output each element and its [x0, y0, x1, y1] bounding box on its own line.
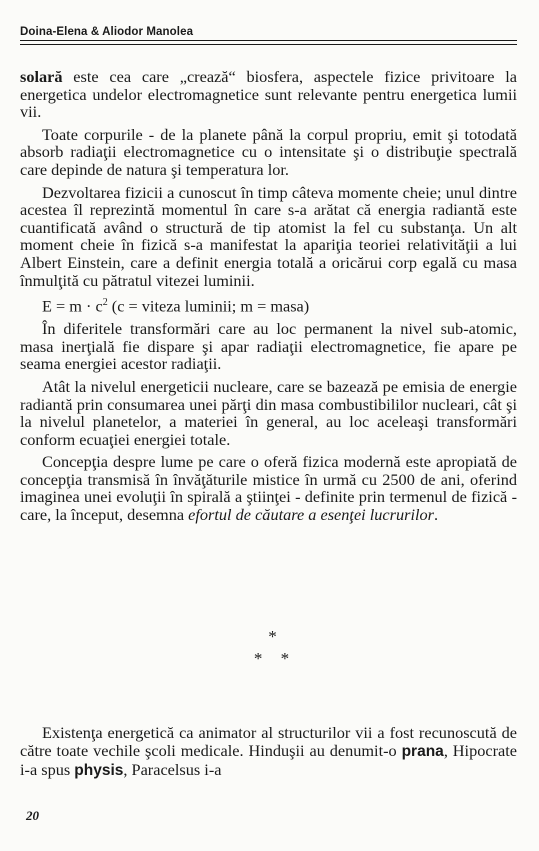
page-number: 20 — [26, 808, 39, 823]
equation-exponent: 2 — [102, 297, 108, 309]
paragraph-7-end: , Paracelsus i-a — [123, 760, 222, 779]
paragraph-6-end: . — [434, 505, 439, 525]
separator-star-top: * — [268, 627, 277, 646]
header-rule-thin — [20, 44, 517, 45]
paragraph-5: Atât la nivelul energeticii nucleare, care se bazează pe emisia de energie radiantă prin consumarea unei părţi din masa combustibililor nucleari, cât şi la nivelul planetelor, a materiei în general, au loc aceleaşi transformări conform ecuaţiei energiei totale. — [20, 376, 517, 449]
paragraph-6-text: Concepţia despre lume pe care o oferă fizica modernă este apropiată de concepţia transmisă în învăţăturile mistice în urmă cu 2500 de ani, oferind imaginea unei evoluţii în spirală a ştiinţei - definite prin termenul de fizică - care, la început, desemna — [20, 452, 517, 525]
italic-phrase: efortul de căutare a esenţei lucrurilor — [188, 505, 434, 525]
paragraph-7-text: Existenţa energetică ca animator al structurilor vii a fost recunoscută de către toate vechile şcoli medicale. Hinduşii au denumit-o — [20, 723, 517, 760]
equation-formula: E = m · c — [42, 296, 103, 316]
header-rule-thick — [20, 40, 517, 41]
paragraph-1-text: este cea care „crează“ biosfera, aspectele fizice privitoare la energetica undelor electromagnetice sunt relevante pentru energetica lumii vii. — [20, 67, 517, 122]
separator-stars-bottom: * * — [253, 649, 290, 668]
equation-note: (c = viteza luminii; m = masa) — [107, 296, 310, 316]
term-physis: physis — [74, 762, 124, 779]
paragraph-1 — [20, 68, 517, 121]
section-separator — [0, 628, 539, 668]
body-text-continued — [20, 724, 517, 780]
paragraph-7-mid: , Hipocrate i-a spus — [20, 741, 517, 779]
term-prana: prana — [401, 743, 444, 760]
paragraph-3: Dezvoltarea fizicii a cunoscut în timp câteva momente cheie; unul dintre acestea îl reprezintă momentul în care s-a arătat că energia radiantă este cuantificată având o structură de tip atomist la fel cu substanţa. Un alt moment cheie în fizică s-a manifestat la apariţia teoriei relativităţii a lui Albert Einstein, care a definit energia totală a oricărui corp egală cu masa înmulţită cu pătratul vitezei luminii. — [20, 182, 517, 290]
paragraph-7 — [20, 724, 517, 780]
equation-line — [20, 294, 517, 315]
paragraph-2: Toate corpurile - de la planete până la corpul propriu, emit şi totodată absorb radiaţii electromagnetice cu o intensitate şi o distribuţie spectrală care depinde de natura şi temperatura lor. — [20, 124, 517, 179]
paragraph-4: În diferitele transformări care au loc permanent la nivel sub-atomic, masa inerţială fie dispare şi apar radiaţii electromagnetice, fie apare pe seama energiei acestor radiaţii. — [20, 319, 517, 374]
body-text — [20, 68, 517, 524]
running-header: Doina-Elena & Aliodor Manolea — [20, 26, 194, 38]
paragraph-6 — [20, 453, 517, 523]
bold-word-solara: solară — [20, 67, 63, 86]
